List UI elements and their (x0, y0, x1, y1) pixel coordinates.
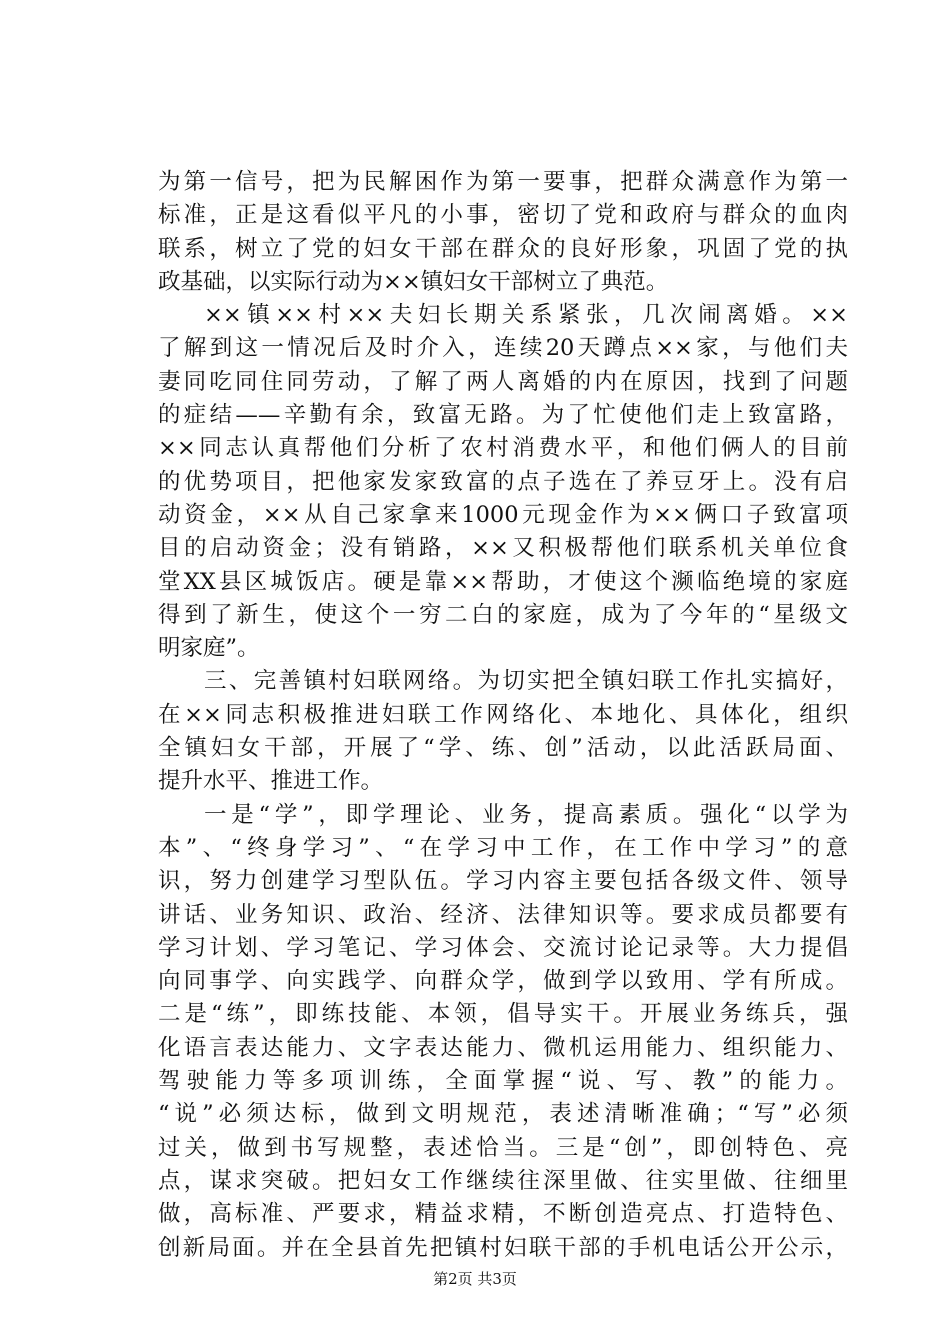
text-line: 标准，正是这看似平凡的小事，密切了党和政府与群众的血肉 (158, 202, 848, 229)
text-line: 识，努力创建学习型队伍。学习内容主要包括各级文件、领导 (158, 868, 848, 895)
text-line: 化语言表达能力、文字表达能力、微机运用能力、组织能力、 (158, 1034, 848, 1061)
text-line: 全镇妇女干部，开展了“学、练、创”活动，以此活跃局面、 (158, 735, 848, 762)
text-line: 明家庭”。 (158, 635, 260, 662)
text-line: 讲话、业务知识、政治、经济、法律知识等。要求成员都要有 (158, 901, 848, 928)
text-line: 得到了新生，使这个一穷二白的家庭，成为了今年的“星级文 (158, 601, 848, 628)
text-line: 政基础，以实际行动为××镇妇女干部树立了典范。 (158, 268, 669, 295)
text-line: 堂XX县区城饭店。硬是靠××帮助，才使这个濒临绝境的家庭 (158, 568, 848, 595)
text-line: ××同志认真帮他们分析了农村消费水平，和他们俩人的目前 (158, 435, 848, 462)
text-line: 提升水平、推进工作。 (158, 768, 384, 795)
text-line: 本”、“终身学习”、“在学习中工作，在工作中学习”的意 (158, 834, 848, 861)
text-line: 动资金，××从自己家拿来1000元现金作为××俩口子致富项 (158, 501, 848, 528)
text-line: 学习计划、学习笔记、学习体会、交流讨论记录等。大力提倡 (158, 934, 848, 961)
text-line: 向同事学、向实践学、向群众学，做到学以致用、学有所成。 (158, 968, 848, 995)
text-line: 一是“学”，即学理论、业务，提高素质。强化“以学为 (204, 801, 848, 828)
text-line: “说”必须达标，做到文明规范，表述清晰准确；“写”必须 (158, 1101, 848, 1128)
text-line: 做，高标准、严要求，精益求精，不断创造亮点、打造特色、 (158, 1201, 848, 1228)
text-line: 驾驶能力等多项训练，全面掌握“说、写、教”的能力。 (158, 1068, 848, 1095)
text-line: 了解到这一情况后及时介入，连续20天蹲点××家，与他们夫 (158, 335, 848, 362)
text-line: 三、完善镇村妇联网络。为切实把全镇妇联工作扎实搞好， (204, 668, 848, 695)
text-line: 为第一信号，把为民解困作为第一要事，把群众满意作为第一 (158, 169, 848, 195)
text-line: 联系，树立了党的妇女干部在群众的良好形象，巩固了党的执 (158, 235, 848, 262)
document-body (158, 166, 848, 1265)
text-line: 创新局面。并在全县首先把镇村妇联干部的手机电话公开公示， (158, 1234, 848, 1261)
page-footer: 第2页 共3页 (433, 1270, 517, 1288)
text-line: 目的启动资金；没有销路，××又积极帮他们联系机关单位食 (158, 535, 848, 562)
text-line: 的症结——辛勤有余，致富无路。为了忙使他们走上致富路， (158, 402, 848, 429)
text-line: ××镇××村××夫妇长期关系紧张，几次闹离婚。×× (204, 302, 848, 329)
text-line: 点，谋求突破。把妇女工作继续往深里做、往实里做、往细里 (158, 1167, 848, 1194)
text-line: 妻同吃同住同劳动，了解了两人离婚的内在原因，找到了问题 (158, 368, 848, 395)
text-line: 的优势项目，把他家发家致富的点子选在了养豆牙上。没有启 (158, 468, 848, 495)
text-line: 过关，做到书写规整，表述恰当。三是“创”，即创特色、亮 (158, 1134, 848, 1161)
text-line: 在××同志积极推进妇联工作网络化、本地化、具体化，组织 (158, 701, 848, 728)
text-line: 二是“练”，即练技能、本领，倡导实干。开展业务练兵，强 (158, 1001, 848, 1028)
